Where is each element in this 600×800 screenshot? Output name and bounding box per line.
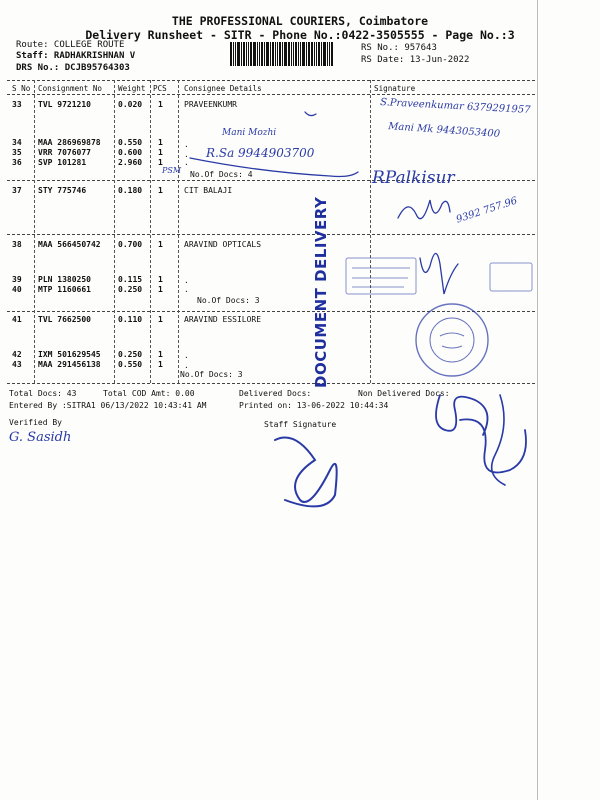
handwritten-signature: 9392 757.96 xyxy=(454,195,519,226)
barcode-bar xyxy=(270,42,271,66)
barcode-bar xyxy=(321,42,322,66)
cell-pcs: 1 xyxy=(158,100,163,109)
signature-scribble xyxy=(492,395,505,485)
barcode-bar xyxy=(277,42,278,66)
barcode-bar xyxy=(327,42,328,66)
group-divider xyxy=(7,180,535,181)
cell-pcs: 1 xyxy=(158,186,163,195)
cell-pcs: 1 xyxy=(158,285,163,294)
cell-consignment: IXM 501629545 xyxy=(38,350,101,359)
barcode-bar xyxy=(259,42,260,66)
document-delivery-stamp: DOCUMENT DELIVERY xyxy=(312,196,330,388)
cell-consignment: MAA 286969878 xyxy=(38,138,101,147)
total-docs: Total Docs: 43 xyxy=(9,389,77,398)
cell-sno: 33 xyxy=(12,100,22,109)
cell-sno: 34 xyxy=(12,138,22,147)
barcode xyxy=(230,42,352,66)
barcode-bar xyxy=(230,42,232,66)
cell-weight: 0.600 xyxy=(118,148,143,157)
signature-scribble xyxy=(275,438,337,507)
route-label: Route: COLLEGE ROUTE xyxy=(16,40,125,50)
cell-sno: 36 xyxy=(12,158,22,167)
barcode-bar xyxy=(246,42,247,66)
consignee-dot: . xyxy=(184,140,189,149)
cell-pcs: 1 xyxy=(158,315,163,324)
signature-scribble xyxy=(436,395,488,435)
barcode-bar xyxy=(295,42,297,66)
barcode-bar xyxy=(284,42,287,66)
cell-sno: 41 xyxy=(12,315,22,324)
cell-sno: 35 xyxy=(12,148,22,157)
pen-stroke xyxy=(305,112,316,116)
cell-weight: 0.250 xyxy=(118,285,143,294)
cell-pcs: 1 xyxy=(158,138,163,147)
barcode-bar xyxy=(288,42,290,66)
col-header-consignee: Consignee Details xyxy=(184,84,262,93)
barcode-bar xyxy=(250,42,252,66)
barcode-bar xyxy=(293,42,294,66)
cell-sno: 42 xyxy=(12,350,22,359)
group-divider xyxy=(7,311,535,312)
doc-count: No.Of Docs: 3 xyxy=(180,370,243,379)
company-stamp xyxy=(490,263,532,291)
barcode-bar xyxy=(300,42,301,66)
consignee-name: ARAVIND ESSILORE xyxy=(184,315,262,324)
printed-on: Printed on: 13-06-2022 10:44:34 xyxy=(239,401,389,410)
cell-consignment: TVL 7662500 xyxy=(38,315,91,324)
col-header-sno: S No xyxy=(12,84,31,93)
cell-sno: 43 xyxy=(12,360,22,369)
total-cod: Total COD Amt: 0.00 xyxy=(103,389,195,398)
barcode-bar xyxy=(272,42,274,66)
cell-weight: 0.020 xyxy=(118,100,143,109)
cell-sno: 39 xyxy=(12,275,22,284)
doc-count: No.Of Docs: 3 xyxy=(197,296,260,305)
barcode-bar xyxy=(253,42,256,66)
barcode-bar xyxy=(241,42,242,66)
column-divider xyxy=(178,80,179,383)
non-delivered-docs: Non Delivered Docs: xyxy=(358,389,450,398)
company-stamp xyxy=(346,258,416,294)
cell-weight: 0.700 xyxy=(118,240,143,249)
cell-consignment: MAA 291456138 xyxy=(38,360,101,369)
column-divider xyxy=(34,80,35,383)
consignee-dot: . xyxy=(184,276,189,285)
cell-weight: 2.960 xyxy=(118,158,143,167)
column-divider xyxy=(150,80,151,383)
seal-inner-ring xyxy=(430,318,474,362)
verified-by-label: Verified By xyxy=(9,418,62,427)
barcode-bar xyxy=(264,42,265,66)
entered-by: Entered By :SITRA1 06/13/2022 10:43:41 AM xyxy=(9,401,207,410)
cell-consignment: STY 775746 xyxy=(38,186,87,195)
barcode-bar xyxy=(291,42,292,66)
consignee-dot: . xyxy=(184,361,189,370)
cell-weight: 0.550 xyxy=(118,138,143,147)
barcode-bar xyxy=(266,42,269,66)
handwritten-signature: Mani Mk 9443053400 xyxy=(387,121,501,140)
handwritten-note: PSM xyxy=(162,166,182,175)
cell-consignment: SVP 101281 xyxy=(38,158,87,167)
delivered-docs: Delivered Docs: xyxy=(239,389,312,398)
barcode-bar xyxy=(235,42,236,66)
barcode-bar xyxy=(329,42,330,66)
barcode-bar xyxy=(318,42,320,66)
barcode-bar xyxy=(282,42,283,66)
signature-scribble xyxy=(460,419,526,472)
drs-number: DRS No.: DCJB95764303 xyxy=(16,63,130,73)
cell-sno: 40 xyxy=(12,285,22,294)
cell-weight: 0.250 xyxy=(118,350,143,359)
barcode-bar xyxy=(331,42,333,66)
handwritten-signature: RPalkisur xyxy=(372,168,455,188)
company-title: THE PROFESSIONAL COURIERS, Coimbatore xyxy=(171,14,429,28)
page-edge-line xyxy=(537,0,538,800)
cell-sno: 37 xyxy=(12,186,22,195)
doc-count: No.Of Docs: 4 xyxy=(190,170,253,179)
cell-consignment: TVL 9721210 xyxy=(38,100,91,109)
col-header-consignment: Consignment No xyxy=(38,84,103,93)
barcode-bar xyxy=(257,42,258,66)
barcode-bar xyxy=(306,42,307,66)
cell-pcs: 1 xyxy=(158,240,163,249)
consignee-dot: . xyxy=(184,351,189,360)
cell-pcs: 1 xyxy=(158,148,163,157)
col-header-weight: Weight xyxy=(118,84,146,93)
cell-consignment: MAA 566450742 xyxy=(38,240,101,249)
col-header-signature: Signature xyxy=(374,84,416,93)
barcode-bar xyxy=(261,42,263,66)
barcode-bar xyxy=(302,42,305,66)
runsheet-title: Delivery Runsheet - SITR - Phone No.:0422-3505555 - Page No.:3 xyxy=(85,28,515,42)
column-divider xyxy=(370,80,371,383)
barcode-bar xyxy=(248,42,249,66)
table-top-line xyxy=(7,80,535,81)
barcode-bar xyxy=(275,42,276,66)
cell-pcs: 1 xyxy=(158,275,163,284)
header-bottom-line xyxy=(7,94,535,95)
barcode-bar xyxy=(314,42,315,66)
consignee-name: CIT BALAJI xyxy=(184,186,233,195)
barcode-bar xyxy=(243,42,245,66)
consignee-name: ARAVIND OPTICALS xyxy=(184,240,262,249)
barcode-bar xyxy=(316,42,317,66)
barcode-bar xyxy=(279,42,281,66)
staff-label: Staff: RADHAKRISHNAN V xyxy=(16,51,136,61)
barcode-bar xyxy=(237,42,240,66)
consignee-dot: . xyxy=(184,158,189,167)
cell-weight: 0.550 xyxy=(118,360,143,369)
consignee-dot: . xyxy=(184,150,189,159)
verifier-signature: G. Sasidh xyxy=(9,430,72,445)
cell-sno: 38 xyxy=(12,240,22,249)
cell-weight: 0.115 xyxy=(118,275,143,284)
cell-pcs: 1 xyxy=(158,350,163,359)
staff-signature-label: Staff Signature xyxy=(264,420,337,429)
cell-consignment: MTP 1160661 xyxy=(38,285,91,294)
signature-scribble xyxy=(420,253,458,294)
cell-weight: 0.110 xyxy=(118,315,143,324)
barcode-bar xyxy=(311,42,313,66)
col-header-pcs: PCS xyxy=(153,84,167,93)
handwritten-note: R.Sa 9944903700 xyxy=(206,146,315,160)
signature-scribble xyxy=(398,200,450,219)
barcode-bar xyxy=(298,42,299,66)
consignee-dot: . xyxy=(184,285,189,294)
column-divider xyxy=(114,80,115,383)
handwritten-note: Mani Mozhi xyxy=(222,128,277,138)
group-divider xyxy=(7,234,535,235)
rs-number: RS No.: 957643 xyxy=(361,43,437,53)
seal-outer-ring xyxy=(416,304,488,376)
consignee-name: PRAVEENKUMR xyxy=(184,100,237,109)
rs-date: RS Date: 13-Jun-2022 xyxy=(361,55,470,65)
barcode-bar xyxy=(233,42,234,66)
cell-pcs: 1 xyxy=(158,360,163,369)
barcode-bar xyxy=(323,42,326,66)
cell-consignment: VRR 7076077 xyxy=(38,148,91,157)
barcode-bar xyxy=(308,42,310,66)
cell-weight: 0.180 xyxy=(118,186,143,195)
cell-pcs: 1 xyxy=(158,158,163,167)
table-bottom-line xyxy=(7,383,535,384)
handwritten-signature: S.Praveenkumar 6379291957 xyxy=(379,97,531,116)
cell-consignment: PLN 1380250 xyxy=(38,275,91,284)
seal-mark xyxy=(440,333,464,348)
